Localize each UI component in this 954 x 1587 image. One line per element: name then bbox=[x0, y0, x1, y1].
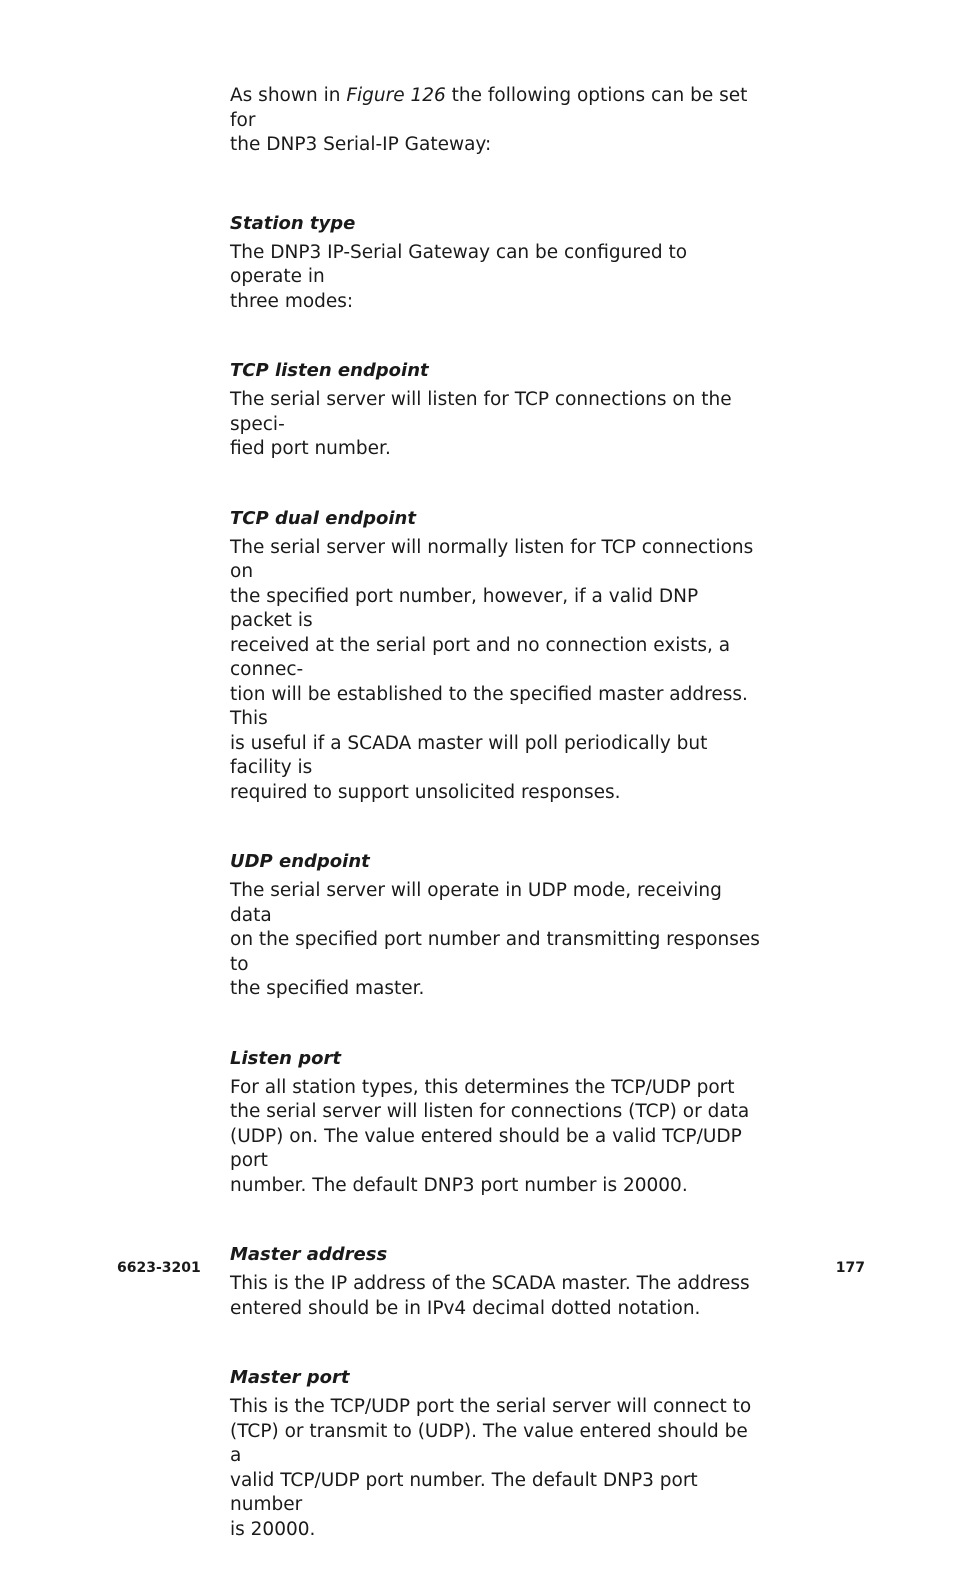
section-master-address bbox=[230, 1243, 760, 1321]
section-heading: UDP endpoint bbox=[230, 851, 370, 872]
section-text: This is the IP address of the SCADA master. The address entered should be in IPv4 decimal dotted notation. bbox=[230, 1273, 750, 1319]
section-udp-endpoint bbox=[230, 850, 760, 1002]
section-heading: Station type bbox=[230, 212, 356, 234]
section-text: This is the TCP/UDP port the serial server will connect to (TCP) or transmit to (UDP). The value entered should be a valid TCP/UDP port number. The default DNP3 port number is 20000. bbox=[230, 1396, 752, 1540]
section-text: The serial server will operate in UDP mode, receiving data on the specified port number and transmitting responses to the specified master. bbox=[230, 880, 760, 999]
section-text: The serial server will normally listen for TCP connections on the specified port number, however, if a valid DNP packet is received at the serial port and no connection exists, a connec- tion will be established to the specified master address. This is useful if a SCADA master will poll periodically but facility is required to support unsolicited responses. bbox=[230, 536, 754, 803]
section-tcp-dual-endpoint bbox=[230, 507, 760, 806]
document-number: 6623-3201 bbox=[117, 1260, 201, 1276]
section-text: The DNP3 IP-Serial Gateway can be configured to operate in three modes: bbox=[230, 241, 688, 312]
section-master-port bbox=[230, 1366, 760, 1542]
section-heading: TCP dual endpoint bbox=[230, 507, 416, 529]
page-content bbox=[230, 84, 760, 1587]
section-listen-port bbox=[230, 1047, 760, 1199]
figure-reference: Figure 126 bbox=[346, 85, 446, 106]
section-text: The serial server will listen for TCP connections on the speci- fied port number. bbox=[230, 389, 732, 459]
section-heading: TCP listen endpoint bbox=[230, 360, 429, 381]
intro-prefix: As shown in bbox=[230, 85, 347, 106]
section-heading: Master port bbox=[230, 1367, 350, 1388]
section-heading: Master address bbox=[230, 1244, 388, 1265]
page-footer bbox=[117, 1260, 865, 1276]
section-heading: Listen port bbox=[230, 1047, 341, 1069]
intro-suffix: the following options can be set for the DNP3 Serial-IP Gateway: bbox=[230, 85, 748, 155]
intro-paragraph bbox=[230, 84, 760, 158]
section-station-type bbox=[230, 212, 760, 315]
page-number: 177 bbox=[835, 1260, 865, 1276]
section-tcp-listen-endpoint bbox=[230, 359, 760, 462]
section-text: For all station types, this determines the TCP/UDP port the serial server will listen for connections (TCP) or data (UDP) on. The value entered should be a valid TCP/UDP port number. The default DNP3 port number is 20000. bbox=[230, 1076, 750, 1196]
